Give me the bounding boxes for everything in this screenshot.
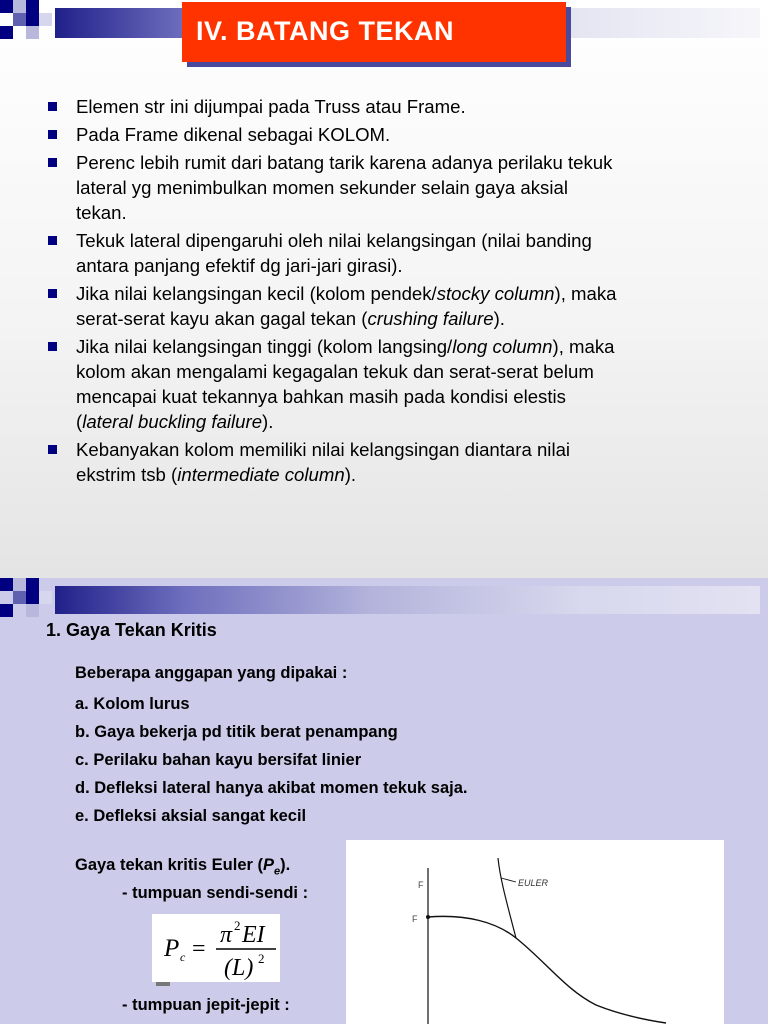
deco-square: [13, 13, 26, 26]
bullet-item: [46, 334, 736, 434]
slide-2: [0, 578, 768, 1024]
bullet-text: Jika nilai kelangsingan kecil (kolom pendek/: [76, 283, 437, 304]
bullet-item: [46, 228, 736, 278]
formula-denominator: (L): [224, 955, 254, 981]
euler-curve-svg: [346, 840, 724, 1024]
bullet-text: kolom akan mengalami kegagalan tekuk dan serat-serat belum: [76, 361, 594, 382]
header-decoration: [0, 578, 760, 622]
formula-body: [152, 914, 280, 982]
euler-curve-label: EULER: [518, 878, 549, 888]
bullet-italic-term: long column: [452, 336, 553, 357]
bullet-text: Tekuk lateral dipengaruhi oleh nilai kelangsingan (nilai banding: [76, 230, 592, 251]
square-bullet-icon: [48, 236, 57, 245]
deco-square: [0, 0, 13, 13]
bullet-italic-term: crushing failure: [367, 308, 494, 329]
bullet-text: serat-serat kayu akan gagal tekan (: [76, 308, 368, 329]
bullet-text: Perenc lebih rumit dari batang tarik karena adanya perilaku tekuk: [76, 152, 613, 173]
column-strength-curve: [428, 916, 666, 1023]
title-box: [182, 2, 566, 62]
formula-pi-exp: 2: [234, 918, 241, 933]
bullet-item: [46, 281, 736, 331]
square-bullet-icon: [48, 130, 57, 139]
deco-square: [0, 604, 13, 617]
deco-square: [39, 591, 52, 604]
bullet-item: [46, 122, 736, 147]
support-pinned-label: - tumpuan sendi-sendi :: [122, 884, 309, 902]
deco-square: [13, 0, 26, 13]
square-bullet-icon: [48, 102, 57, 111]
bullet-text: tekan.: [76, 202, 127, 223]
assumption-item: c. Perilaku bahan kayu bersifat linier: [75, 751, 362, 769]
bullet-text: Pada Frame dikenal sebagai KOLOM.: [76, 124, 391, 145]
bullet-text: lateral yg menimbulkan momen sekunder selain gaya aksial: [76, 177, 568, 198]
euler-formula: [152, 914, 287, 986]
bullet-text: ), maka: [554, 283, 617, 304]
formula-den-exp: 2: [258, 951, 265, 966]
formula-pi: π: [220, 922, 233, 948]
bullet-item: [46, 437, 736, 487]
assumption-item: e. Defleksi aksial sangat kecil: [75, 807, 307, 825]
euler-heading: [75, 856, 290, 877]
section-title: 1. Gaya Tekan Kritis: [46, 620, 217, 640]
deco-square: [26, 0, 39, 13]
header-gradient-band: [55, 586, 760, 614]
euler-text: ).: [280, 856, 291, 874]
deco-square: [13, 578, 26, 591]
bullet-text: (: [76, 411, 83, 432]
formula-lhs-sub: c: [180, 950, 186, 964]
bullet-text: ).: [262, 411, 274, 432]
axis-label-top: F: [418, 880, 424, 890]
square-bullet-icon: [48, 342, 57, 351]
bullet-text: Kebanyakan kolom memiliki nilai kelangsingan diantara nilai: [76, 439, 571, 460]
assumption-item: d. Defleksi lateral hanya akibat momen tekuk saja.: [75, 779, 468, 797]
assumptions-list: [75, 690, 468, 830]
bullet-text: ).: [493, 308, 505, 329]
label-leader-line: [501, 878, 516, 882]
euler-symbol: P: [263, 856, 275, 874]
euler-subscript: e: [274, 865, 281, 878]
deco-square: [0, 578, 13, 591]
bullet-item: [46, 150, 736, 225]
bullet-item: [46, 94, 736, 119]
assumptions-heading: Beberapa anggapan yang dipakai :: [75, 664, 348, 682]
formula-numerator: EI: [242, 922, 265, 948]
bullet-italic-term: stocky column: [436, 283, 555, 304]
euler-curve-figure: [346, 840, 724, 1024]
bullet-text: ).: [344, 464, 357, 485]
bullet-text: ekstrim tsb (: [76, 464, 178, 485]
deco-square: [26, 604, 39, 617]
bullet-text: ), maka: [552, 336, 615, 357]
bullet-italic-term: intermediate column: [177, 464, 345, 485]
deco-square: [26, 578, 39, 591]
formula-equals: =: [192, 936, 206, 962]
deco-square: [26, 26, 39, 39]
formula-lhs: P: [164, 935, 180, 962]
assumption-item: a. Kolom lurus: [75, 695, 190, 713]
bullet-list: [46, 94, 736, 490]
bullet-text: Elemen str ini dijumpai pada Truss atau Frame.: [76, 96, 466, 117]
euler-curve: [498, 858, 516, 938]
formula-svg: [152, 914, 280, 982]
assumption-item: b. Gaya bekerja pd titik berat penampang: [75, 723, 398, 741]
deco-square: [26, 591, 39, 604]
deco-square: [26, 13, 39, 26]
support-fixed-label: - tumpuan jepit-jepit :: [122, 996, 290, 1014]
euler-text: Gaya tekan kritis Euler (: [75, 856, 264, 874]
square-bullet-icon: [48, 158, 57, 167]
square-bullet-icon: [48, 445, 57, 454]
bullet-text: mencapai kuat tekannya bahkan masih pada kondisi elestis: [76, 386, 566, 407]
bullet-text: Jika nilai kelangsingan tinggi (kolom langsing/: [76, 336, 453, 357]
page-title: IV. BATANG TEKAN: [196, 16, 455, 46]
deco-square: [0, 26, 13, 39]
axis-label-mid: F: [412, 914, 418, 924]
deco-square: [13, 591, 26, 604]
square-bullet-icon: [48, 289, 57, 298]
bullet-text: antara panjang efektif dg jari-jari girasi).: [76, 255, 403, 276]
curve-start-point: [426, 915, 430, 919]
deco-square: [39, 13, 52, 26]
bullet-italic-term: lateral buckling failure: [82, 411, 263, 432]
